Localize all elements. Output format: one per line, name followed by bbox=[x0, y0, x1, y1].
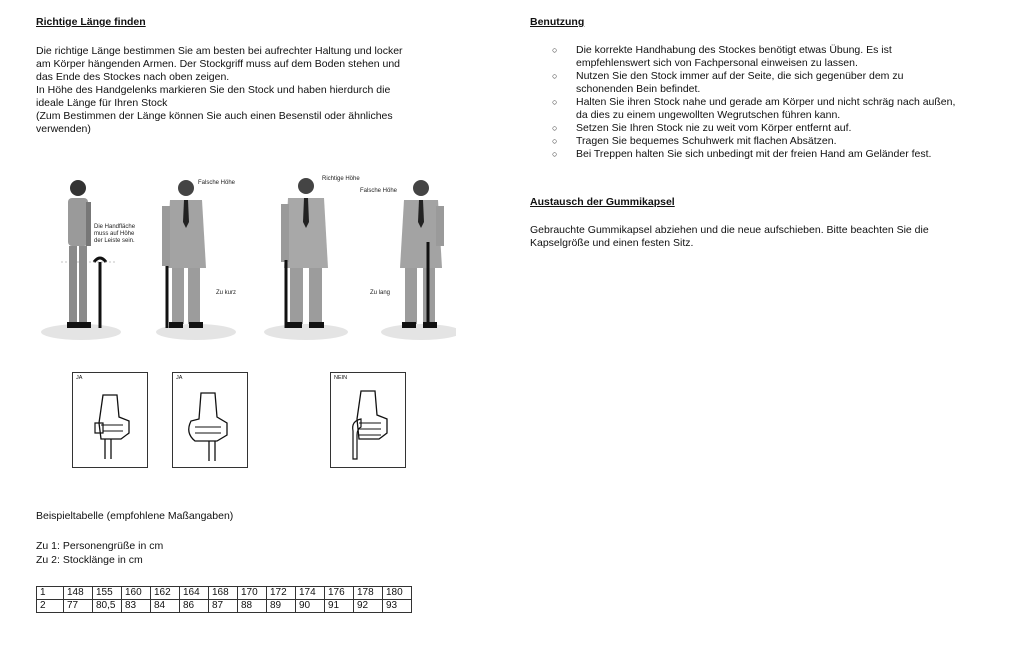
table-cell: 84 bbox=[151, 600, 180, 613]
table-cell: 168 bbox=[209, 587, 238, 600]
list-item: ○ Nutzen Sie den Stock immer auf der Seite, die sich gegenüber dem zu schonenden Bein befindet. bbox=[552, 70, 904, 95]
list-item: ○ Bei Treppen halten Sie sich unbedingt mit der freien Hand am Geländer fest. bbox=[552, 148, 932, 160]
standing-figures-illustration bbox=[36, 172, 456, 347]
bullet-circle-icon: ○ bbox=[552, 136, 558, 146]
grip-hand-icon bbox=[73, 373, 147, 467]
table-cell: 90 bbox=[296, 600, 325, 613]
list-item: ○ Tragen Sie bequemes Schuhwerk mit flachen Absätzen. bbox=[552, 135, 837, 147]
table-cell: 89 bbox=[267, 600, 296, 613]
table-cell: 91 bbox=[325, 600, 354, 613]
bullet-circle-icon: ○ bbox=[552, 149, 558, 159]
table-cell: 86 bbox=[180, 600, 209, 613]
intro-line: verwenden) bbox=[36, 123, 91, 135]
intro-line: Die richtige Länge bestimmen Sie am besten bei aufrechter Haltung und locker bbox=[36, 45, 403, 57]
table-cell: 180 bbox=[383, 587, 412, 600]
table-cell: 172 bbox=[267, 587, 296, 600]
heading-find-length: Richtige Länge finden bbox=[36, 16, 146, 28]
grip-label: JA bbox=[76, 375, 83, 381]
intro-line: das Ende des Stockes nach oben zeigen. bbox=[36, 71, 230, 83]
caption-wrong-height-2: Falsche Höhe bbox=[360, 188, 398, 194]
caption-right-height: Richtige Höhe bbox=[322, 176, 360, 182]
caption-too-long: Zu lang bbox=[370, 290, 391, 296]
caption-too-short: Zu kurz bbox=[216, 290, 237, 296]
legend-stick-length: Zu 2: Stocklänge in cm bbox=[36, 554, 143, 566]
illustration-area bbox=[36, 172, 456, 472]
intro-line: ideale Länge für Ihren Stock bbox=[36, 97, 168, 109]
figure-too-long bbox=[400, 180, 444, 328]
table-row bbox=[37, 587, 412, 600]
table-cell: 176 bbox=[325, 587, 354, 600]
table-cell: 93 bbox=[383, 600, 412, 613]
table-cell: 87 bbox=[209, 600, 238, 613]
intro-line: (Zum Bestimmen der Länge können Sie auch einen Besenstil oder ähnliches bbox=[36, 110, 393, 122]
size-table bbox=[36, 586, 412, 613]
bullet-circle-icon: ○ bbox=[552, 71, 558, 81]
table-cell: 80,5 bbox=[93, 600, 122, 613]
legend-person-height: Zu 1: Personengrüße in cm bbox=[36, 540, 164, 552]
list-item: ○ Halten Sie ihren Stock nahe und gerade am Körper und nicht schräg nach außen, da dies zu einem ungewollten Wegrutschen führen kann. bbox=[552, 96, 956, 121]
table-cell: 88 bbox=[238, 600, 267, 613]
heading-replace-cap: Austausch der Gummikapsel bbox=[530, 196, 675, 208]
table-row bbox=[37, 600, 412, 613]
intro-line: am Körper hängenden Armen. Der Stockgriff muss auf dem Boden stehen und bbox=[36, 58, 401, 70]
table-cell: 148 bbox=[64, 587, 93, 600]
table-cell: 164 bbox=[180, 587, 209, 600]
caption-wrong-height: Falsche Höhe bbox=[198, 180, 236, 186]
table-cell: 178 bbox=[354, 587, 383, 600]
figure-measuring bbox=[61, 180, 116, 328]
heading-usage: Benutzung bbox=[530, 16, 585, 28]
intro-paragraph bbox=[36, 45, 476, 136]
table-cell: 160 bbox=[122, 587, 151, 600]
figure-right-height bbox=[281, 178, 328, 328]
table-cell: 1 bbox=[37, 587, 64, 600]
bullet-circle-icon: ○ bbox=[552, 45, 558, 55]
list-item: ○ Setzen Sie Ihren Stock nie zu weit vom Körper entfernt auf. bbox=[552, 122, 852, 134]
table-cell: 155 bbox=[93, 587, 122, 600]
bullet-circle-icon: ○ bbox=[552, 123, 558, 133]
table-cell: 170 bbox=[238, 587, 267, 600]
table-cell: 83 bbox=[122, 600, 151, 613]
replace-paragraph bbox=[530, 224, 1000, 250]
grip-label: NEIN bbox=[334, 375, 348, 381]
list-item: ○ Die korrekte Handhabung des Stockes benötigt etwas Übung. Es ist empfehlenswert sich von Fachpersonal einweisen zu lassen. bbox=[552, 44, 892, 69]
example-table-title: Beispieltabelle (empfohlene Maßangaben) bbox=[36, 510, 234, 522]
replace-line: Kapselgröße und einen festen Sitz. bbox=[530, 237, 694, 249]
grip-box-yes-1 bbox=[72, 372, 148, 468]
bullet-circle-icon: ○ bbox=[552, 97, 558, 107]
table-cell: 174 bbox=[296, 587, 325, 600]
grip-box-no bbox=[330, 372, 406, 468]
table-cell: 92 bbox=[354, 600, 383, 613]
table-cell: 2 bbox=[37, 600, 64, 613]
usage-list bbox=[530, 44, 1010, 161]
replace-line: Gebrauchte Gummikapsel abziehen und die neue aufschieben. Bitte beachten Sie die bbox=[530, 224, 929, 236]
caption-hand-level: Die Handfläche muss auf Höhe der Leiste sein. bbox=[94, 224, 136, 244]
grip-label: JA bbox=[176, 375, 183, 381]
grip-box-yes-2 bbox=[172, 372, 248, 468]
intro-line: In Höhe des Handgelenks markieren Sie den Stock und haben hierdurch die bbox=[36, 84, 391, 96]
figure-too-short bbox=[162, 180, 206, 328]
table-cell: 162 bbox=[151, 587, 180, 600]
grip-hand-icon bbox=[173, 373, 247, 467]
grip-hand-icon bbox=[331, 373, 405, 467]
table-cell: 77 bbox=[64, 600, 93, 613]
